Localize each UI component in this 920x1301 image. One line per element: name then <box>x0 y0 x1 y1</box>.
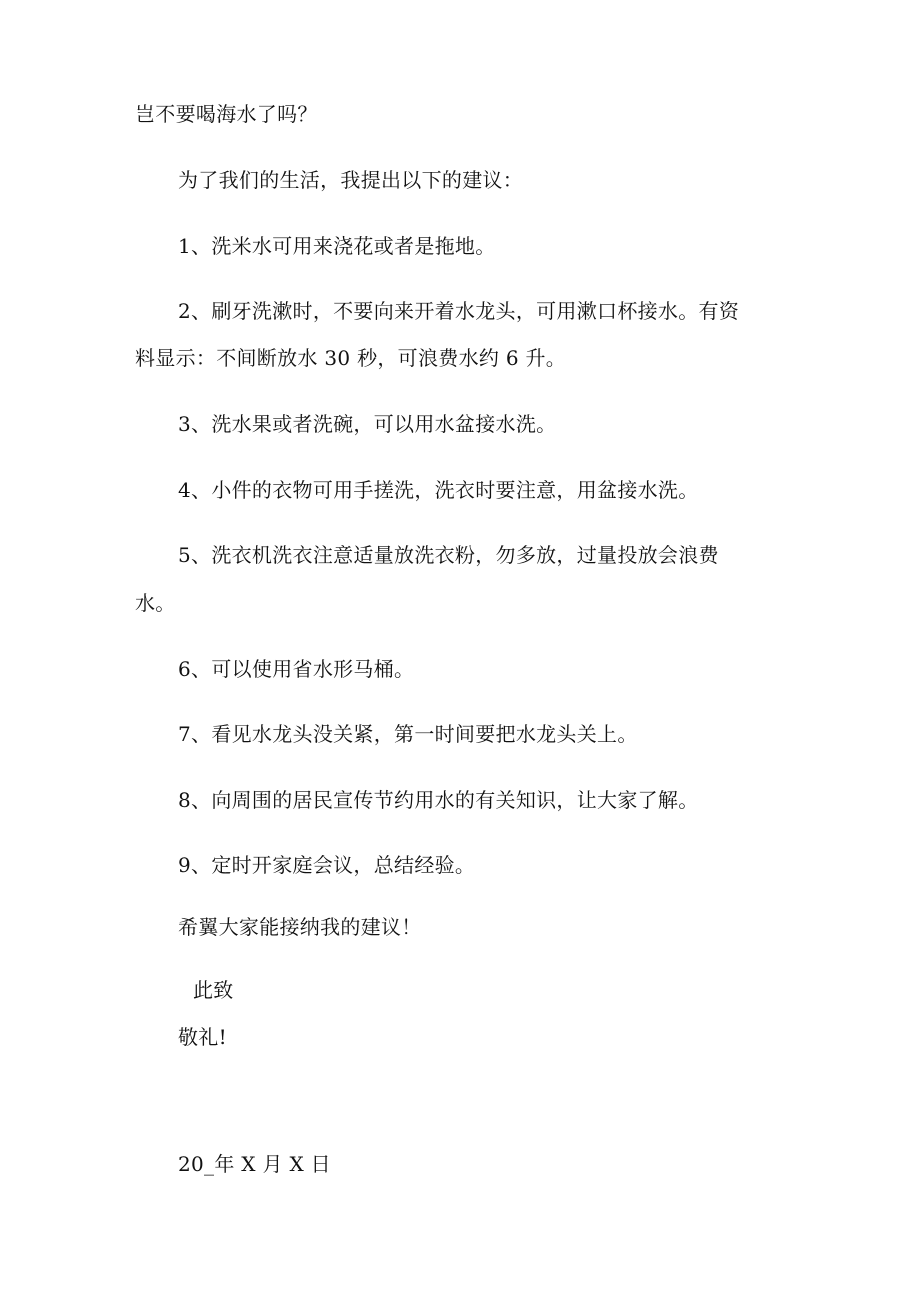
suggestion-5-line-1: 5、洗衣机洗衣注意适量放洗衣粉，勿多放，过量投放会浪费 <box>178 543 719 567</box>
suggestion-1: 1、洗米水可用来浇花或者是拖地。 <box>178 234 496 258</box>
suggestion-8: 8、向周围的居民宣传节约用水的有关知识，让大家了解。 <box>178 788 699 812</box>
date-line: 20_年 X 月 X 日 <box>178 1152 331 1176</box>
suggestion-7: 7、看见水龙头没关紧，第一时间要把水龙头关上。 <box>178 722 638 746</box>
suggestion-4: 4、小件的衣物可用手搓洗，洗衣时要注意，用盆接水洗。 <box>178 478 699 502</box>
suggestion-2-line-1: 2、刷牙洗漱时，不要向来开着水龙头，可用漱口杯接水。有资 <box>178 299 740 323</box>
suggestion-9: 9、定时开家庭会议，总结经验。 <box>178 853 476 877</box>
suggestion-2-line-2: 料显示：不间断放水 30 秒，可浪费水约 6 升。 <box>135 346 567 370</box>
continuation-line: 岂不要喝海水了吗？ <box>135 102 318 126</box>
hope-paragraph: 希翼大家能接纳我的建议！ <box>178 915 422 939</box>
suggestion-3: 3、洗水果或者洗碗，可以用水盆接水洗。 <box>178 412 557 436</box>
closing-line: 此致 <box>193 978 234 1002</box>
suggestion-5-line-2: 水。 <box>135 591 176 615</box>
salute-line: 敬礼! <box>178 1025 227 1049</box>
intro-paragraph: 为了我们的生活，我提出以下的建议： <box>178 168 524 192</box>
suggestion-6: 6、可以使用省水形马桶。 <box>178 657 415 681</box>
